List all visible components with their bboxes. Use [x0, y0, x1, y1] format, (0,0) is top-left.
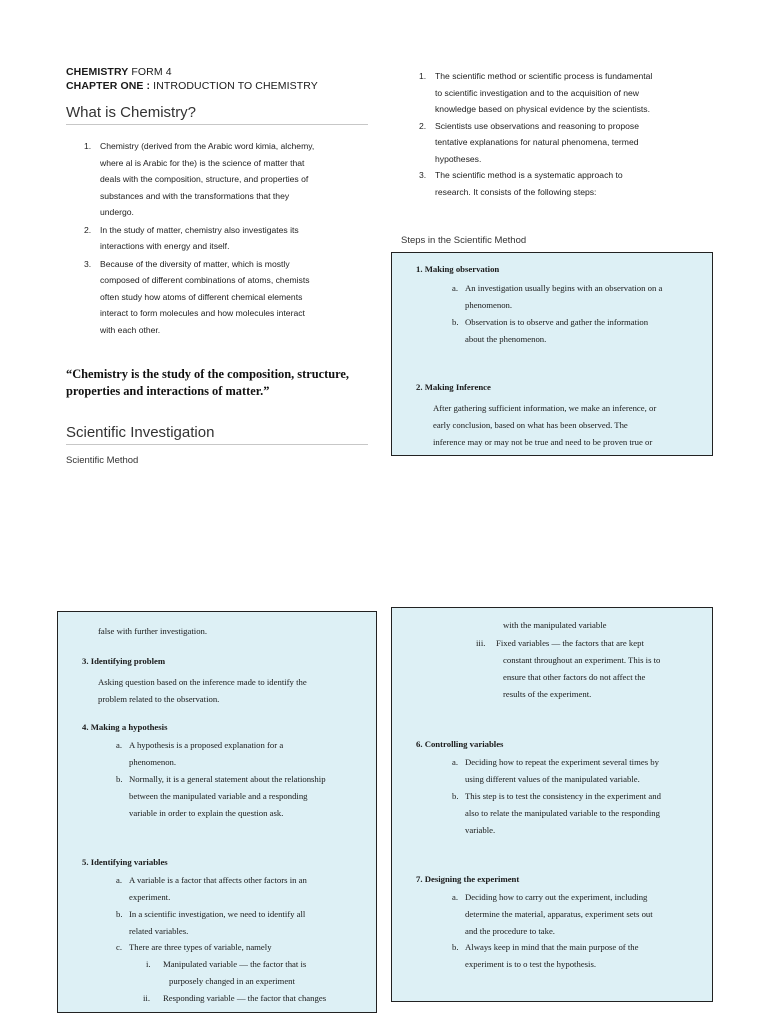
line: results of the experiment. [503, 689, 592, 699]
line: experiment is to o test the hypothesis. [465, 959, 597, 969]
line: An investigation usually begins with an observation on a [465, 283, 663, 293]
line: early conclusion, based on what has been observed. The [433, 420, 628, 430]
step-making-hypothesis: 4. Making a hypothesis [82, 722, 168, 732]
list-number: 3. [419, 170, 427, 180]
line: A hypothesis is a proposed explanation for a [129, 740, 284, 750]
line: This step is to test the consistency in the experiment and [465, 791, 661, 801]
line: inference may or may not be true and need to be proven true or [433, 437, 653, 447]
sub-item-label: b. [452, 317, 459, 327]
sub-sub-item-label: ii. [143, 993, 150, 1003]
step-identifying-variables: 5. Identifying variables [82, 857, 168, 867]
chapter-title: INTRODUCTION TO CHEMISTRY [153, 80, 318, 92]
quote-line: “Chemistry is the study of the composition, structure, [66, 367, 350, 381]
list-number: 2. [84, 224, 92, 235]
step-making-inference: 2. Making Inference [416, 382, 491, 392]
scientific-investigation-heading: Scientific Investigation [66, 424, 215, 441]
sub-item-label: b. [116, 909, 123, 919]
sub-item [116, 771, 371, 822]
scientific-method-list [419, 68, 719, 200]
scientific-method-subheading: Scientific Method [66, 455, 139, 466]
sub-item-label: a. [452, 757, 459, 767]
line: substances and with the transformations that they [100, 190, 290, 201]
sub-item [116, 737, 371, 771]
step-controlling-variables: 6. Controlling variables [416, 739, 504, 749]
list-number: 1. [419, 71, 427, 81]
list-item [84, 256, 374, 339]
steps-box-3 [391, 607, 713, 1002]
chapter-label: CHAPTER ONE : [66, 80, 151, 92]
sub-item [116, 939, 371, 956]
line: research. It consists of the following steps: [435, 186, 597, 197]
sub-item [452, 788, 707, 839]
line: The scientific method or scientific process is fundamental [435, 71, 653, 81]
sub-item [452, 280, 707, 314]
sub-sub-item-label: i. [146, 959, 151, 969]
list-number: 3. [84, 258, 92, 269]
line: interactions with energy and itself. [100, 241, 230, 251]
sub-item [452, 889, 707, 940]
line: deals with the composition, structure, and properties of [100, 174, 309, 184]
line: phenomenon. [129, 757, 177, 767]
line: There are three types of variable, namely [129, 942, 272, 952]
line: Deciding how to repeat the experiment several times by [465, 757, 659, 767]
line: between the manipulated variable and a responding [129, 791, 308, 801]
line: tentative explanations for natural phenomena, termed [435, 137, 639, 147]
line: also to relate the manipulated variable to the responding [465, 808, 660, 818]
line: about the phenomenon. [465, 334, 547, 344]
sub-item-label: c. [116, 942, 123, 952]
list-item [84, 222, 374, 255]
line: A variable is a factor that affects other factors in an [129, 875, 307, 885]
line: variable in order to explain the question ask. [129, 808, 284, 818]
step-making-observation: 1. Making observation [416, 264, 500, 274]
line: related variables. [129, 926, 189, 936]
chapter-line [66, 80, 318, 92]
line: phenomenon. [465, 300, 513, 310]
sub-item-label: a. [116, 740, 123, 750]
line: Chemistry (derived from the Arabic word kimia, alchemy, [100, 141, 315, 151]
line: to scientific investigation and to the acquisition of new [435, 87, 639, 98]
line: variable. [465, 825, 496, 835]
sub-item [452, 939, 707, 973]
line: Deciding how to carry out the experiment, including [465, 892, 648, 902]
line: with each other. [100, 324, 161, 335]
line: where al is Arabic for the) is the science of matter that [100, 157, 305, 168]
line: Scientists use observations and reasoning to propose [435, 120, 639, 131]
line: After gathering sufficient information, we make an inference, or [433, 403, 657, 413]
line: Observation is to observe and gather the information [465, 317, 649, 327]
steps-box-1 [391, 252, 713, 456]
line: knowledge based on physical evidence by the scientists. [435, 104, 650, 114]
sub-sub-item-label: iii. [476, 638, 486, 648]
divider [66, 124, 368, 125]
sub-item [452, 754, 707, 788]
what-is-chemistry-heading: What is Chemistry? [66, 104, 197, 121]
line: Because of the diversity of matter, which is mostly [100, 258, 290, 269]
paragraph [433, 400, 713, 451]
line: undergo. [100, 207, 134, 217]
definition-quote [66, 366, 366, 400]
sub-sub-item [146, 956, 371, 990]
line: Responding variable — the factor that changes [163, 993, 327, 1003]
quote-line: properties and interactions of matter.” [66, 384, 270, 398]
sub-sub-item [476, 635, 708, 703]
line: In the study of matter, chemistry also investigates its [100, 224, 299, 235]
line: determine the material, apparatus, experiment sets out [465, 909, 653, 919]
line: and the procedure to take. [465, 926, 555, 936]
line: interact to form molecules and how molecules interact [100, 308, 305, 318]
line: ensure that other factors do not affect the [503, 672, 646, 682]
sub-item [116, 906, 371, 940]
line: problem related to the observation. [98, 694, 220, 704]
line: The scientific method is a systematic approach to [435, 170, 623, 180]
line: often study how atoms of different chemical elements [100, 291, 303, 302]
line: Manipulated variable — the factor that is [163, 959, 307, 969]
sub-item-label: a. [452, 892, 459, 902]
sub-sub-item [143, 990, 371, 1007]
line: In a scientific investigation, we need to identify all [129, 909, 306, 919]
line: Asking question based on the inference made to identify the [98, 677, 307, 687]
course-line [66, 66, 172, 78]
sub-item-label: a. [452, 283, 459, 293]
divider [66, 444, 368, 445]
sub-item-label: b. [452, 791, 459, 801]
list-item [419, 68, 719, 118]
continued-text: false with further investigation. [98, 626, 208, 636]
steps-heading: Steps in the Scientific Method [401, 235, 527, 246]
line: constant throughout an experiment. This is to [503, 655, 661, 665]
paragraph [98, 674, 370, 708]
list-item [419, 118, 719, 168]
line: experiment. [129, 892, 171, 902]
step-designing-experiment: 7. Designing the experiment [416, 874, 520, 884]
step-identifying-problem: 3. Identifying problem [82, 656, 166, 666]
list-number: 2. [419, 120, 427, 131]
line: Always keep in mind that the main purpose of the [465, 942, 639, 952]
list-number: 1. [84, 141, 92, 151]
form-label: FORM 4 [131, 66, 172, 78]
continued-text: with the manipulated variable [503, 620, 607, 630]
line: using different values of the manipulated variable. [465, 774, 640, 784]
sub-item-label: a. [116, 875, 123, 885]
sub-item [452, 314, 707, 348]
list-item [84, 138, 374, 221]
what-is-list [84, 138, 374, 338]
steps-box-2 [57, 611, 377, 1013]
line: Normally, it is a general statement about the relationship [129, 774, 326, 784]
line: purposely changed in an experiment [169, 976, 295, 986]
sub-item-label: b. [116, 774, 123, 784]
list-item [419, 167, 719, 200]
subject-label: CHEMISTRY [66, 66, 129, 78]
line: composed of different combinations of atoms, chemists [100, 275, 310, 285]
line: Fixed variables — the factors that are kept [496, 638, 644, 648]
sub-item-label: b. [452, 942, 459, 952]
sub-item [116, 872, 371, 906]
line: hypotheses. [435, 153, 482, 164]
